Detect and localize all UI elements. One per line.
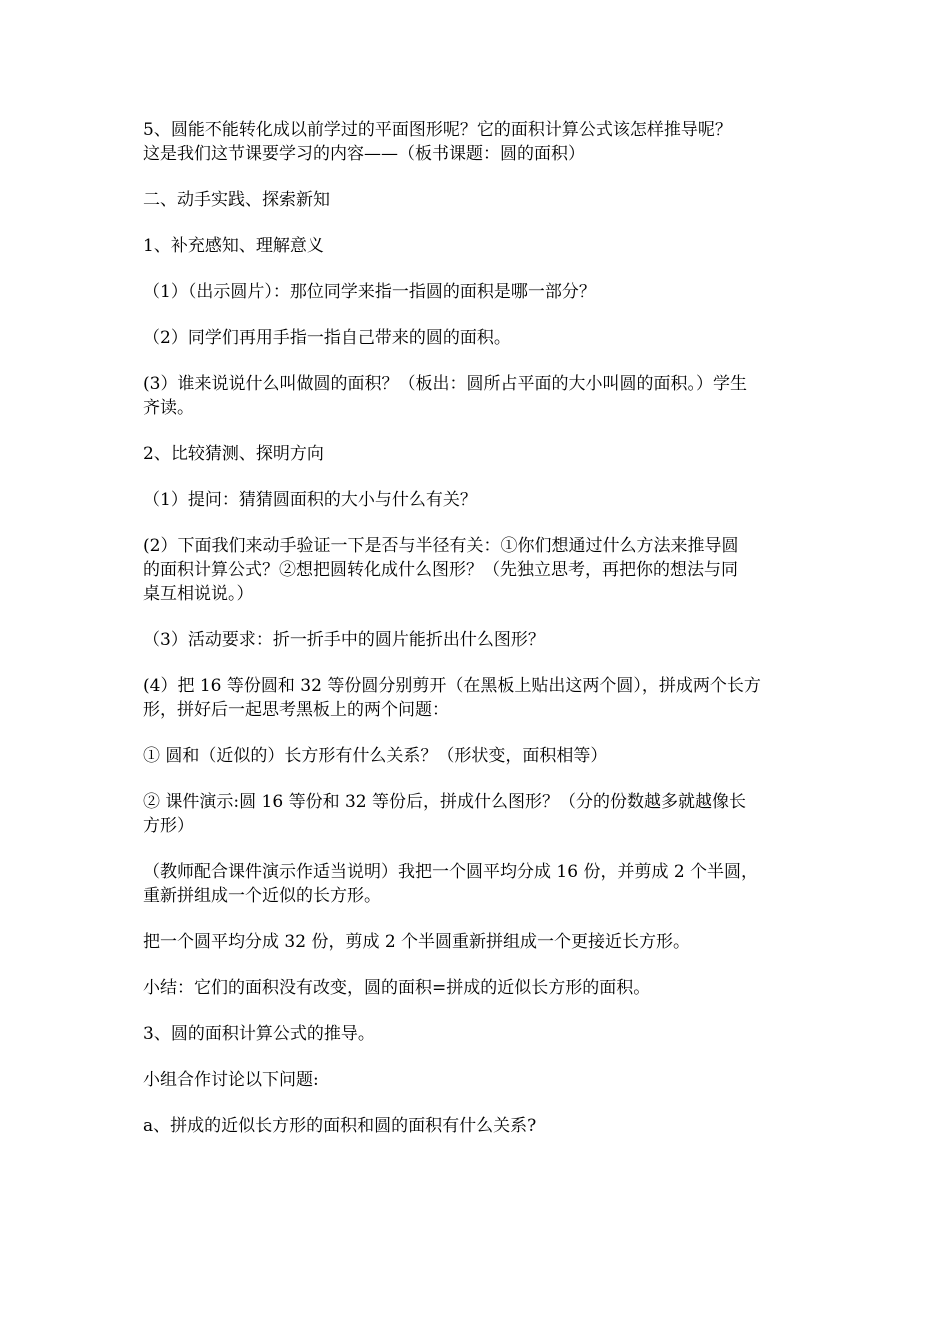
text-line: 2、比较猜测、探明方向 — [143, 444, 324, 464]
paragraph-item-1-2 — [143, 326, 813, 350]
text-line: 形，拼好后一起思考黑板上的两个问题： — [143, 700, 449, 720]
text-line: 方形） — [143, 816, 194, 836]
text-line: （1）（出示圆片）：那位同学来指一指圆的面积是哪一部分？ — [143, 282, 596, 302]
document-page — [143, 118, 813, 1160]
text-line: (4）把 16 等份圆和 32 等份圆分别剪开（在黑板上贴出这两个圆），拼成两个长方 — [143, 676, 761, 696]
paragraph-question-a — [143, 1114, 813, 1138]
text-line: （教师配合课件演示作适当说明）我把一个圆平均分成 16 份，并剪成 2 个半圆， — [143, 862, 759, 882]
text-line: 桌互相说说。） — [143, 584, 254, 604]
text-line: 重新拼组成一个近似的长方形。 — [143, 886, 381, 906]
text-line: 的面积计算公式？②想把圆转化成什么图形？（先独立思考，再把你的想法与同 — [143, 560, 738, 580]
text-line: 小组合作讨论以下问题: — [143, 1070, 319, 1090]
text-line: （1）提问：猜猜圆面积的大小与什么有关？ — [143, 490, 477, 510]
text-line: (3）谁来说说什么叫做圆的面积？（板出：圆所占平面的大小叫圆的面积。）学生 — [143, 374, 747, 394]
paragraph-32-parts — [143, 930, 813, 954]
subsection-heading-1 — [143, 234, 813, 258]
paragraph-item-2-4 — [143, 674, 813, 722]
subsection-heading-3 — [143, 1022, 813, 1046]
text-line: 齐读。 — [143, 398, 194, 418]
paragraph-question-1 — [143, 744, 813, 768]
section-heading-2 — [143, 188, 813, 212]
text-line: ① 圆和（近似的）长方形有什么关系？（形状变，面积相等） — [143, 746, 608, 766]
paragraph-summary — [143, 976, 813, 1000]
paragraph-item-2-2 — [143, 534, 813, 606]
text-line: (2）下面我们来动手验证一下是否与半径有关：①你们想通过什么方法来推导圆 — [143, 536, 739, 556]
paragraph-question-2 — [143, 790, 813, 838]
subsection-heading-2 — [143, 442, 813, 466]
text-line: 1、补充感知、理解意义 — [143, 236, 324, 256]
paragraph-intro-question — [143, 118, 813, 166]
text-line: 二、动手实践、探索新知 — [143, 190, 330, 210]
text-line: ② 课件演示:圆 16 等份和 32 等份后，拼成什么图形？（分的份数越多就越像长 — [143, 792, 747, 812]
text-line: 把一个圆平均分成 32 份，剪成 2 个半圆重新拼组成一个更接近长方形。 — [143, 932, 691, 952]
paragraph-item-2-3 — [143, 628, 813, 652]
text-line: 小结：它们的面积没有改变，圆的面积=拼成的近似长方形的面积。 — [143, 978, 651, 998]
paragraph-item-1-1 — [143, 280, 813, 304]
text-line: 5、圆能不能转化成以前学过的平面图形呢？它的面积计算公式该怎样推导呢？ — [143, 120, 732, 140]
text-line: （3）活动要求：折一折手中的圆片能折出什么图形？ — [143, 630, 545, 650]
text-line: （2）同学们再用手指一指自己带来的圆的面积。 — [143, 328, 511, 348]
text-line: 3、圆的面积计算公式的推导。 — [143, 1024, 375, 1044]
paragraph-teacher-demo — [143, 860, 813, 908]
paragraph-item-1-3 — [143, 372, 813, 420]
paragraph-item-2-1 — [143, 488, 813, 512]
text-line: a、拼成的近似长方形的面积和圆的面积有什么关系? — [143, 1116, 537, 1136]
text-line: 这是我们这节课要学习的内容——（板书课题：圆的面积） — [143, 144, 585, 164]
paragraph-group-discussion — [143, 1068, 813, 1092]
